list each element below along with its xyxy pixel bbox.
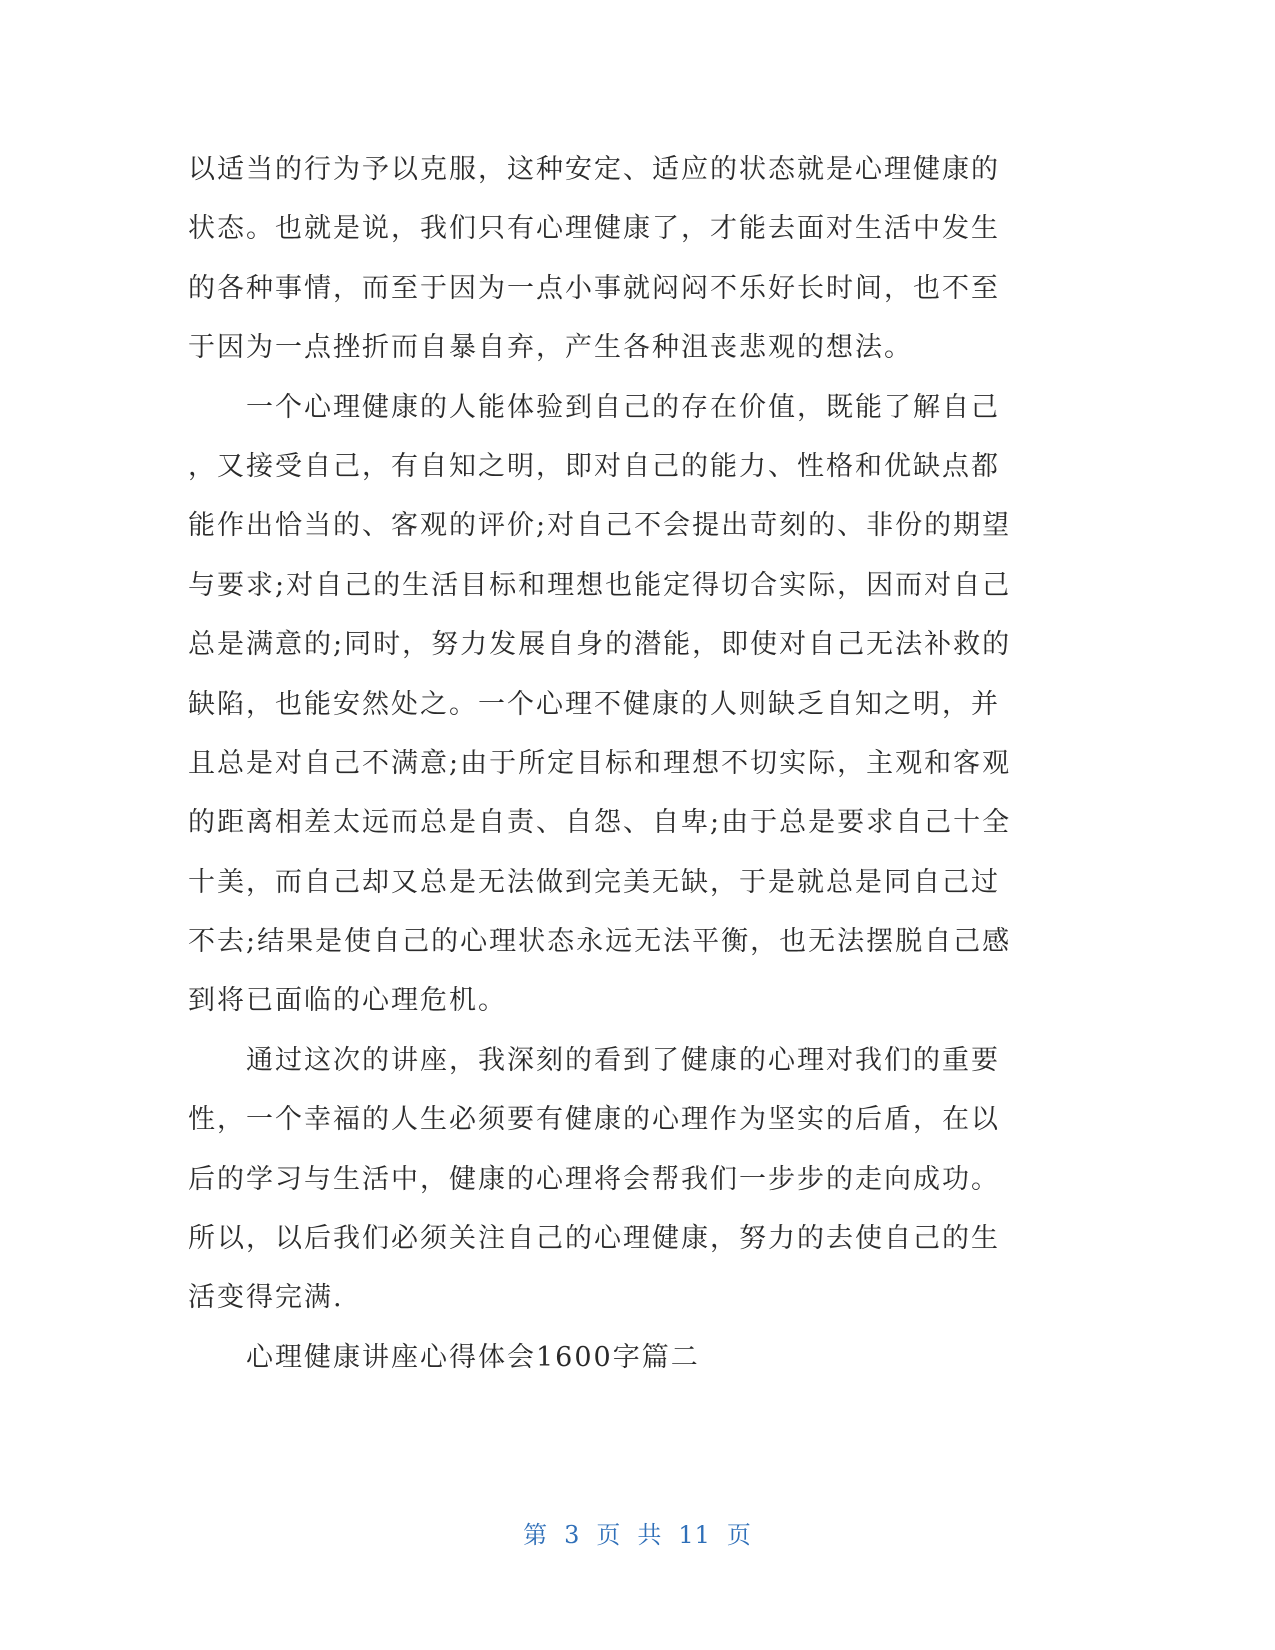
total-page-number: 11 xyxy=(678,1521,711,1549)
text-line: 十美，而自己却又总是无法做到完美无缺，于是就总是同自己过 xyxy=(188,866,1000,898)
page-footer xyxy=(0,1515,1275,1550)
text-line: 到将已面临的心理危机。 xyxy=(188,985,507,1017)
text-line: 的距离相差太远而总是自责、自怨、自卑;由于总是要求自己十全 xyxy=(188,807,1012,839)
text-line: 一个心理健康的人能体验到自己的存在价值，既能了解自己 xyxy=(188,391,1000,423)
footer-suffix: 页 xyxy=(726,1521,752,1549)
text-line: 所以，以后我们必须关注自己的心理健康，努力的去使自己的生 xyxy=(188,1223,1000,1255)
text-line: 性，一个幸福的人生必须要有健康的心理作为坚实的后盾，在以 xyxy=(188,1104,1000,1136)
text-line: 后的学习与生活中，健康的心理将会帮我们一步步的走向成功。 xyxy=(188,1163,1000,1195)
text-line: 总是满意的;同时，努力发展自身的潜能，即使对自己无法补救的 xyxy=(188,629,1012,661)
text-line: 且总是对自己不满意;由于所定目标和理想不切实际，主观和客观 xyxy=(188,747,1012,779)
text-line: 能作出恰当的、客观的评价;对自己不会提出苛刻的、非份的期望 xyxy=(188,510,1012,542)
footer-prefix: 第 xyxy=(523,1521,549,1549)
text-line: 不去;结果是使自己的心理状态永远无法平衡，也无法摆脱自己感 xyxy=(188,926,1012,958)
text-line: 的各种事情，而至于因为一点小事就闷闷不乐好长时间，也不至 xyxy=(188,272,1000,304)
current-page-number: 3 xyxy=(564,1521,581,1549)
footer-page-word: 页 xyxy=(596,1521,622,1549)
text-line: 缺陷，也能安然处之。一个心理不健康的人则缺乏自知之明，并 xyxy=(188,688,1000,720)
body-text xyxy=(188,140,1088,1387)
text-line: 状态。也就是说，我们只有心理健康了，才能去面对生活中发生 xyxy=(188,213,1000,245)
footer-total-word: 共 xyxy=(637,1521,663,1549)
text-line: 活变得完满. xyxy=(188,1282,344,1314)
text-line: 与要求;对自己的生活目标和理想也能定得切合实际，因而对自己 xyxy=(188,569,1012,601)
text-line: 以适当的行为予以克服，这种安定、适应的状态就是心理健康的 xyxy=(188,154,1000,185)
text-line: ，又接受自己，有自知之明，即对自己的能力、性格和优缺点都 xyxy=(188,450,1000,482)
text-line: 于因为一点挫折而自暴自弃，产生各种沮丧悲观的想法。 xyxy=(188,332,913,364)
section-heading: 心理健康讲座心得体会1600字篇二 xyxy=(188,1341,700,1373)
text-line: 通过这次的讲座，我深刻的看到了健康的心理对我们的重要 xyxy=(188,1044,1000,1076)
